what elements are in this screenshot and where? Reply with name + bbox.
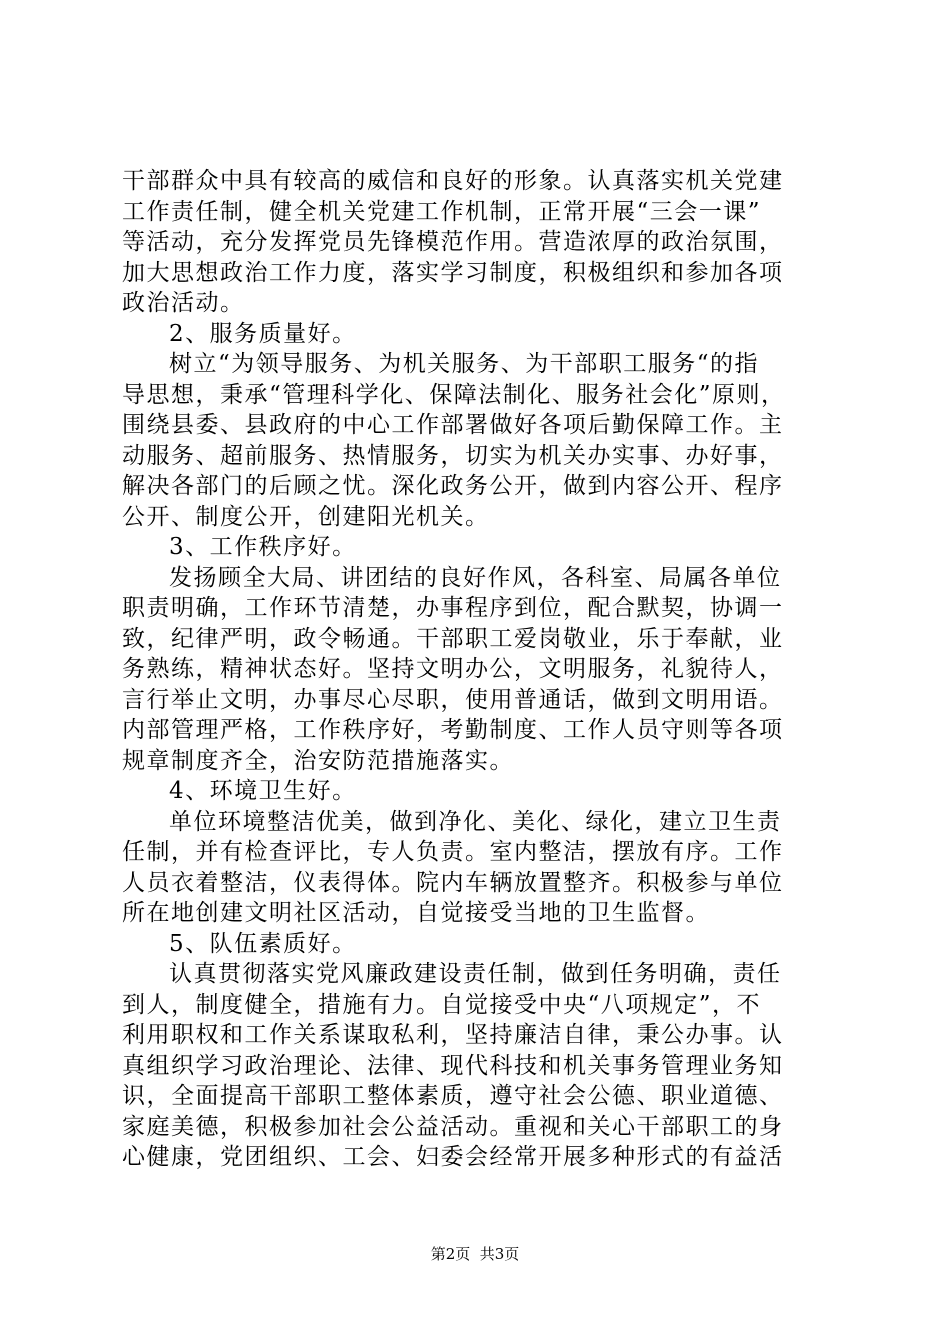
text-line: 围绕县委、县政府的中心工作部署做好各项后勤保障工作。主 [122, 412, 784, 438]
text-line: 导思想，秉承“管理科学化、保障法制化、服务社会化”原则， [122, 381, 786, 408]
text-line: 动服务、超前服务、热情服务，切实为机关办实事、办好事， [122, 442, 784, 469]
text-line: 识，全面提高干部职工整体素质，遵守社会公德、职业道德、 [122, 1083, 784, 1109]
text-line: 解决各部门的后顾之忧。深化政务公开，做到内容公开、程序 [122, 473, 784, 499]
text-line: 致，纪律严明，政令畅通。干部职工爱岗敬业，乐于奉献，业 [122, 625, 784, 652]
text-line: 2、服务质量好。 [169, 320, 357, 347]
text-line: 内部管理严格，工作秩序好，考勤制度、工作人员守则等各项 [122, 717, 784, 743]
text-line: 干部群众中具有较高的威信和良好的形象。认真落实机关党建 [122, 168, 784, 194]
text-line: 人员衣着整洁，仪表得体。院内车辆放置整齐。积极参与单位 [122, 869, 784, 896]
text-line: 务熟练，精神状态好。坚持文明办公，文明服务，礼貌待人， [122, 656, 784, 682]
text-line: 家庭美德，积极参加社会公益活动。重视和关心干部职工的身 [122, 1113, 784, 1140]
text-line: 政治活动。 [122, 290, 245, 316]
text-line: 任制，并有检查评比，专人负责。室内整洁，摆放有序。工作 [122, 839, 784, 865]
text-line: 所在地创建文明社区活动，自觉接受当地的卫生监督。 [122, 900, 710, 926]
text-line: 5、队伍素质好。 [169, 930, 357, 957]
text-line: 4、环境卫生好。 [169, 778, 357, 804]
text-line: 加大思想政治工作力度，落实学习制度，积极组织和参加各项 [122, 259, 784, 286]
text-line: 到人，制度健全，措施有力。自觉接受中央“八项规定”，不 [122, 991, 762, 1018]
text-line: 树立“为领导服务、为机关服务、为干部职工服务“的指 [169, 351, 760, 377]
text-line: 单位环境整洁优美，做到净化、美化、绿化，建立卫生责 [169, 808, 782, 835]
text-line: 言行举止文明，办事尽心尽职，使用普通话，做到文明用语。 [122, 686, 784, 713]
text-line: 真组织学习政治理论、法律、现代科技和机关事务管理业务知 [122, 1052, 784, 1079]
text-line: 3、工作秩序好。 [169, 534, 357, 560]
text-line: 规章制度齐全，治安防范措施落实。 [122, 747, 514, 774]
text-line: 职责明确，工作环节清楚，办事程序到位，配合默契，协调一 [122, 595, 784, 621]
text-line: 利用职权和工作关系谋取私利，坚持廉洁自律，秉公办事。认 [122, 1022, 784, 1048]
text-line: 等活动，充分发挥党员先锋模范作用。营造浓厚的政治氛围， [122, 229, 784, 255]
text-line: 公开、制度公开，创建阳光机关。 [122, 503, 490, 530]
text-line: 工作责任制，健全机关党建工作机制，正常开展“三会一课” [122, 198, 762, 225]
text-line: 心健康，党团组织、工会、妇委会经常开展多种形式的有益活 [122, 1144, 784, 1170]
text-line: 发扬顾全大局、讲团结的良好作风，各科室、局属各单位 [169, 564, 782, 591]
text-line: 认真贯彻落实党风廉政建设责任制，做到任务明确，责任 [169, 961, 782, 987]
body-text [122, 166, 838, 1173]
page-footer: 第2页 共3页 [430, 1245, 520, 1263]
